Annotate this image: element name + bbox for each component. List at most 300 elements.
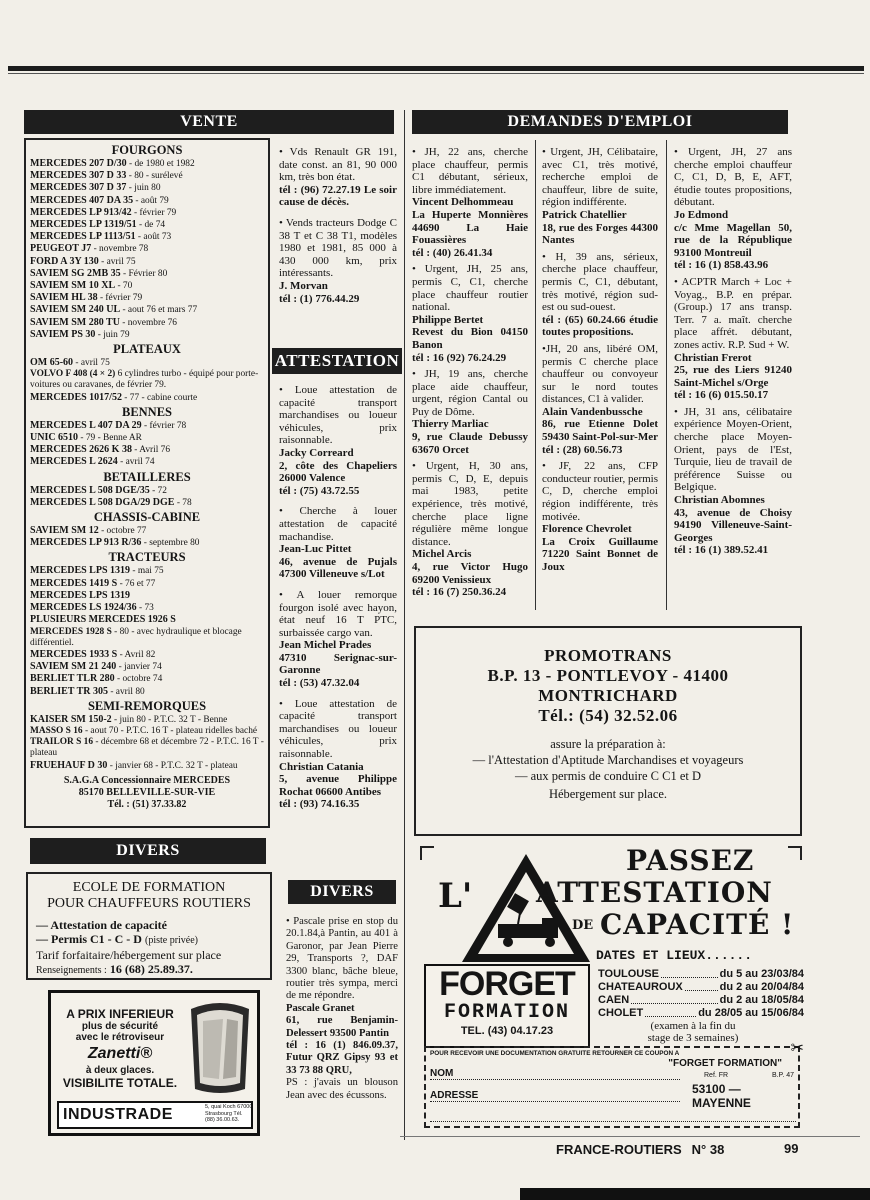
- footer-issue: N° 38: [691, 1142, 725, 1157]
- vente-item-model: MERCEDES L 508 DGE/35: [30, 484, 150, 496]
- vente-header: VENTE: [24, 110, 394, 134]
- ad-address: 46, avenue de Pujals 47300 Villeneuve s/Lot: [279, 555, 397, 581]
- ad-name: Jean-Luc Pittet: [279, 543, 352, 556]
- ecole-ad: [26, 872, 272, 980]
- ad-text: • Pascale prise en stop du 20.1.84,à Pantin, au 401 à Garonor, par Jean Pierre 29, Transports ?, DAF 3300 blanc, bâche bleue, routier très sympa, merci de me répondre.: [286, 916, 398, 1002]
- promotrans-ad: [414, 626, 802, 836]
- vente-item: [30, 292, 264, 304]
- coupon-ref: Ref. FR: [704, 1072, 729, 1079]
- forget-logo-tel: TEL. (43) 04.17.23: [460, 1025, 554, 1037]
- forget-date-city: CAEN: [598, 994, 630, 1006]
- vente-item: [30, 537, 264, 549]
- demandes-col3: [674, 146, 792, 561]
- vente-item-model: MERCEDES 1017/52: [30, 391, 122, 403]
- leader-dots: [685, 981, 718, 991]
- vente-item: [30, 602, 264, 614]
- forget-attestation: ATTESTATION: [536, 876, 773, 909]
- vente-item-model: OM 65-60: [30, 357, 74, 369]
- demande-ad: [542, 251, 658, 339]
- vente-item-details: 6 cylindres turbo - équipé pour porte-voitures ou caravanes, de février 79.: [30, 369, 259, 391]
- scissors-icon: ✂: [790, 1040, 804, 1057]
- vente-item-model: MERCEDES 307 D 33: [30, 170, 127, 182]
- top-rule-thin: [8, 73, 864, 74]
- vente-section-title: SEMI-REMORQUES: [87, 698, 207, 713]
- ad-dodge: [279, 217, 397, 305]
- vente-item: [30, 280, 264, 292]
- divers-right-ad: [286, 916, 398, 1102]
- vente-item: [30, 661, 264, 673]
- vente-item: [30, 673, 264, 685]
- ecole-item: — Attestation de capacité: [36, 918, 167, 932]
- vente-item-model: MERCEDES LP 1319/51: [30, 219, 137, 231]
- vente-item-details: - 70: [117, 281, 133, 292]
- leader-dots: [631, 994, 717, 1004]
- ad-address: 2, côte des Chapeliers 26000 Valence: [279, 459, 397, 485]
- ad-text: • Urgent, JH, 25 ans, permis C, C1, cherche place chauffeur routier national.: [412, 263, 528, 314]
- ad-name: Alain Vandenbussche: [542, 405, 643, 418]
- ad-address: 4, rue Victor Hugo 69200 Venissieux: [412, 561, 528, 586]
- divers-right-header: DIVERS: [288, 880, 396, 904]
- ad-address: 5, avenue Philippe Rochat 06600 Antibes: [279, 773, 397, 798]
- vente-item: [30, 317, 264, 329]
- vente-item-details: - août 73: [137, 232, 172, 243]
- vente-item-details: - 73: [139, 603, 154, 614]
- coupon-instruction: POUR RECEVOIR UNE DOCUMENTATION GRATUITE RETOURNER CE COUPON A: [430, 1050, 680, 1057]
- promotrans-address: B.P. 13 - PONTLEVOY - 41400: [487, 666, 729, 685]
- promotrans-intro: assure la préparation à:: [550, 737, 666, 751]
- demande-ad: [412, 146, 528, 259]
- vente-item-details: - janvier 74: [118, 662, 162, 673]
- ad-name: Christian Frerot: [674, 351, 752, 364]
- vente-item-model: MERCEDES 307 D 37: [30, 182, 127, 194]
- ad-address: 25, rue des Liers 91240 Saint-Michel s/Orge: [674, 364, 792, 389]
- zanetti-headline: A PRIX INFERIEUR: [66, 1007, 174, 1021]
- vente-item: [30, 444, 264, 456]
- vente-item: [30, 268, 264, 280]
- forget-date-range: du 5 au 23/03/84: [719, 968, 804, 980]
- vente-item: [30, 231, 264, 243]
- vente-item-details: - novembre 76: [122, 317, 177, 328]
- vente-dealer: [30, 775, 264, 811]
- vente-item: [30, 497, 264, 509]
- vente-item: [30, 207, 264, 219]
- vente-item: [30, 182, 264, 194]
- vente-item-model: MERCEDES LP 913 R/36: [30, 537, 142, 549]
- vente-item-details: - avril 75: [75, 358, 110, 369]
- vente-item: [30, 420, 264, 432]
- forget-date-city: CHATEAUROUX: [598, 981, 683, 993]
- coupon-bp: B.P. 47: [771, 1072, 794, 1079]
- column-rule: [666, 140, 667, 610]
- ecole-title: ECOLE DE FORMATION: [72, 880, 226, 895]
- dealer-tel: Tél. : (51) 37.33.82: [107, 798, 187, 810]
- forget-passez: PASSEZ: [626, 844, 755, 877]
- ad-text: • Loue attestation de capacité transport marchandises ou loueur véhicules, prix raisonnable.: [279, 384, 397, 447]
- vente-item-model: MERCEDES LP 1113/51: [30, 231, 136, 243]
- ad-name: J. Morvan: [279, 279, 328, 292]
- divers-left-header: DIVERS: [30, 838, 266, 864]
- promotrans-item: — l'Attestation d'Aptitude Marchandises et voyageurs: [472, 753, 744, 767]
- vente-item-model: MERCEDES 1933 S: [30, 648, 118, 660]
- ad-address: La Huperte Monnières 44690 La Haie Fouassières: [412, 208, 528, 247]
- vente-item: [30, 195, 264, 207]
- ad-text: • A louer remorque fourgon isolé avec hayon, état neuf 16 T PTC, surbaissée cargo van.: [279, 588, 397, 639]
- vente-item-model: MERCEDES LPS 1319: [30, 589, 131, 601]
- vente-item: [30, 456, 264, 468]
- vente-item-model: MERCEDES LPS 1319: [30, 565, 131, 577]
- ad-tel: tél : (96) 72.27.19 Le soir cause de décès.: [279, 183, 397, 209]
- forget-exam-note: [608, 1020, 778, 1044]
- vente-item-model: MASSO S 16: [30, 725, 83, 736]
- vente-item-model: MERCEDES L 508 DGA/29 DGE: [30, 496, 175, 508]
- demande-ad: [542, 146, 658, 247]
- dealer-city: 85170 BELLEVILLE-SUR-VIE: [78, 786, 216, 798]
- dealer-name: S.A.G.A Concessionnaire MERCEDES: [63, 774, 231, 786]
- column-rule: [404, 110, 405, 1140]
- vente-item: [30, 627, 264, 649]
- ad-tel: tél : (65) 60.24.66 étudie toutes propositions.: [542, 313, 658, 339]
- vente-item-details: - Avril 82: [119, 649, 156, 660]
- vente-item-details: - 80 - surélevé: [128, 171, 183, 182]
- vente-item-model: SAVIEM PS 30: [30, 328, 96, 340]
- forget-logo-word: FORGET: [439, 965, 575, 1003]
- vente-item-details: - août 79: [135, 195, 169, 206]
- ad-address: 61, rue Benjamin-Delessert 93500 Pantin: [286, 1015, 398, 1039]
- corner-mark: [420, 846, 434, 860]
- vente-item-details: - septembre 80: [143, 538, 200, 549]
- ecole-item: Tarif forfaitaire/hébergement sur place: [36, 948, 222, 962]
- vente-item-details: - 78: [176, 497, 192, 508]
- vente-item: [30, 525, 264, 537]
- ad-name: Christian Abomnes: [674, 494, 765, 507]
- vente-item-details: - juin 80 - P.T.C. 32 T - Benne: [114, 714, 228, 725]
- coupon-adresse-row: [430, 1090, 680, 1102]
- ad-text: • Vends tracteurs Dodge C 38 T et C 38 T1, modèles 1980 et 1981, 85 000 à 430 000 km, prix intéressants.: [279, 216, 397, 280]
- promotrans-tel: Tél.: (54) 32.52.06: [538, 706, 678, 725]
- ad-ps: PS : j'avais un blouson Jean avec des écussons.: [286, 1077, 398, 1101]
- vente-item-model: PEUGEOT J7: [30, 243, 92, 255]
- vente-item: [30, 256, 264, 268]
- vente-item-details: - février 79: [134, 207, 177, 218]
- promotrans-name: PROMOTRANS: [544, 646, 672, 665]
- forget-coupon: [424, 1040, 804, 1128]
- ad-tel: tél : (93) 74.16.35: [279, 798, 360, 811]
- ad-address: 47310 Serignac-sur-Garonne: [279, 651, 397, 677]
- vente-item: [30, 219, 264, 231]
- vente-item-details: - de 74: [139, 220, 166, 231]
- vente-item: [30, 590, 264, 602]
- forget-date-range: du 2 au 20/04/84: [719, 981, 804, 993]
- ad-name: Florence Chevrolet: [542, 523, 632, 536]
- vente-item-details: - juin 79: [97, 329, 130, 340]
- vente-item-model: MERCEDES 1419 S: [30, 577, 118, 589]
- ad-name: Patrick Chatellier: [542, 208, 627, 221]
- vente-item-model: MERCEDES 1928 S: [30, 626, 112, 637]
- demandes-col1: [412, 146, 528, 603]
- corner-mark: [788, 846, 802, 860]
- vente-item-details: - aout 70 - P.T.C. 16 T - plateau ridelles baché: [84, 725, 258, 736]
- ad-text: • JH, 19 ans, cherche place aide chauffeur, urgent, région Cantal ou Puy de Dôme.: [412, 368, 528, 418]
- industrade-logo: INDUSTRADE: [63, 1106, 173, 1123]
- vente-item-details: - Février 80: [123, 268, 168, 279]
- forget-date-city: TOULOUSE: [598, 968, 659, 980]
- vente-item: [30, 760, 264, 772]
- vente-col2: [279, 146, 397, 309]
- ad-text: • H, 39 ans, sérieux, cherche place chauffeur, permis C, C1, débutant, très motivé, région sud-est ou sud-ouest.: [542, 250, 658, 314]
- vente-item-details: - 80 - avec hydraulique et blocage différentiel.: [30, 626, 242, 648]
- demande-ad: [412, 368, 528, 456]
- vente-item-details: - mai 75: [132, 566, 164, 577]
- footer: [556, 1141, 856, 1159]
- demande-ad: [674, 146, 792, 272]
- vente-item: [30, 432, 264, 444]
- forget-logo: [424, 964, 590, 1048]
- coupon-nom-label: NOM: [430, 1068, 454, 1079]
- vente-item-model: BERLIET TR 305: [30, 685, 108, 697]
- demande-ad: [674, 406, 792, 557]
- vente-item-model: MERCEDES 2626 K 38: [30, 444, 132, 456]
- zanetti-ad: A PRIX INFERIEUR plus de sécurité avec le rétroviseur Zanetti® à deux glaces. VISIBILITE TOTALE. INDUSTRADE 5, quai Koch 67000 Strasbourg Tél. (88) 36.00.63.: [48, 990, 260, 1136]
- forget-date-row: [598, 981, 804, 994]
- vente-item-details: - février 79: [99, 293, 143, 304]
- ecole-info-tel: 16 (68) 25.89.37.: [109, 962, 193, 976]
- zanetti-line: à deux glaces.: [85, 1065, 155, 1076]
- coupon-company: "FORGET FORMATION": [668, 1058, 782, 1069]
- ad-name: Philippe Bertet: [412, 313, 484, 326]
- forget-l: L': [438, 876, 473, 916]
- ad-text: • Urgent, H, 30 ans, permis C, D, E, depuis mai 1983, petite expérience, très motivé, cherche place ligne régulière même longue distance.: [412, 460, 528, 548]
- zanetti-line: avec le rétroviseur: [75, 1032, 165, 1043]
- vente-item-model: SAVIEM HL 38: [30, 292, 98, 304]
- forget-dates-list: [598, 968, 804, 1020]
- attestation-header: ATTESTATION: [272, 348, 402, 374]
- vente-item-model: SAVIEM SG 2MB 35: [30, 267, 121, 279]
- vente-item-details: - avril 75: [101, 256, 136, 267]
- vente-section-title: BETAILLERES: [103, 469, 191, 484]
- vente-item-model: SAVIEM SM 240 UL: [30, 304, 121, 316]
- vente-item: [30, 369, 264, 391]
- ad-tel: tél : 16 (6) 015.50.17: [674, 389, 769, 402]
- vente-section-title: TRACTEURS: [108, 550, 186, 565]
- vente-section-title: CHASSIS-CABINE: [93, 510, 201, 525]
- forget-date-city: CHOLET: [598, 1007, 644, 1019]
- ad-name: Vincent Delhommeau: [412, 196, 514, 209]
- ad-text: • ACPTR March + Loc + Voyag., B.P. en prépar. (Group.) 17 ans transp. Terr. 7 a. maît. cherche place affrét. débutant, zones activ. R.P. Sud + W.: [674, 275, 792, 351]
- attestation-ad-2: [279, 505, 397, 581]
- vente-item: [30, 614, 264, 626]
- ad-text: •JH, 20 ans, libéré OM, permis C cherche place chauffeur ou convoyeur sur le nord toutes distances, C1 à valider.: [542, 342, 658, 406]
- vente-section-title: FOURGONS: [111, 143, 183, 157]
- ad-renault: [279, 146, 397, 209]
- ad-address: 9, rue Claude Debussy 63670 Orcet: [412, 431, 528, 456]
- vente-item-model: MERCEDES 207 D/30: [30, 158, 127, 169]
- ad-name: Michel Arcis: [412, 548, 472, 561]
- leader-dots: [645, 1007, 696, 1017]
- vente-item-details: - avril 74: [120, 457, 155, 468]
- vente-item-details: - 72: [152, 485, 167, 496]
- vente-item: [30, 565, 264, 577]
- vente-item-details: - octobre 74: [117, 674, 163, 685]
- vente-item-details: - janvier 68 - P.T.C. 32 T - plateau: [109, 760, 238, 771]
- ad-tel: tél : 16 (1) 389.52.41: [674, 544, 769, 557]
- vente-item-model: MERCEDES L 2624: [30, 456, 118, 468]
- ecole-info-label: Renseignements :: [36, 965, 107, 976]
- demande-ad: [542, 343, 658, 456]
- ecole-subtitle: POUR CHAUFFEURS ROUTIERS: [47, 896, 251, 911]
- top-rule: [8, 66, 864, 71]
- forget-date-row: [598, 1007, 804, 1020]
- ad-address: La Croix Guillaume 71220 Saint Bonnet de Joux: [542, 535, 658, 573]
- ad-name: Thierry Marliac: [412, 418, 489, 431]
- vente-item-details: - novembre 78: [93, 244, 149, 255]
- forget-date-range: du 2 au 18/05/84: [719, 994, 804, 1006]
- footer-magazine: FRANCE-ROUTIERS: [556, 1142, 682, 1157]
- ad-text: • JH, 31 ans, célibataire expérience Moyen-Orient, cherche place Moyen-Orient, pays de l'Est, Turquie, lieu de travail de préférence Suisse ou Belgique.: [674, 405, 792, 494]
- ecole-item: — Permis C1 - C - D: [36, 932, 142, 946]
- vente-item-details: - 79 - Benne AR: [80, 433, 142, 444]
- footer-rule: [400, 1136, 860, 1137]
- ad-tel: tél : 16 (7) 250.36.24: [412, 586, 507, 599]
- forget-ad: [418, 840, 804, 1132]
- demande-ad: [412, 460, 528, 599]
- vente-item: [30, 170, 264, 182]
- ad-text: • Urgent, JH, Célibataire, avec C1, très motivé, recherche emploi de chauffeur, libre de suite, région indifférente.: [542, 146, 658, 209]
- demandes-header: DEMANDES D'EMPLOI: [412, 110, 788, 134]
- vente-item-model: UNIC 6510: [30, 432, 79, 444]
- ad-tel: tél : (40) 26.41.34: [412, 246, 493, 259]
- ad-address: c/c Mme Magellan 50, rue de la République 93100 Montreuil: [674, 221, 792, 259]
- vente-item-model: SAVIEM SM 21 240: [30, 661, 117, 673]
- vente-item-model: TRAILOR S 16: [30, 737, 94, 748]
- forget-exam-line: (examen à la fin du: [650, 1020, 736, 1032]
- vente-item-details: - février 78: [144, 420, 187, 431]
- industrade-address: 5, quai Koch 67000 Strasbourg Tél. (88) 36.00.63.: [205, 1104, 253, 1123]
- vente-item: [30, 686, 264, 698]
- vente-item-model: PLUSIEURS MERCEDES 1926 S: [30, 614, 176, 626]
- ad-address: Revest du Bion 04150 Banon: [412, 326, 528, 351]
- forget-de: DE: [572, 918, 594, 933]
- vente-item-details: - Avril 76: [134, 445, 171, 456]
- vente-item-details: - 77 - cabine courte: [124, 392, 198, 403]
- vente-item-model: KAISER SM 150-2: [30, 713, 112, 725]
- vente-item-model: BERLIET TLR 280: [30, 673, 115, 685]
- vente-item: [30, 158, 264, 170]
- vente-section-title: BENNES: [121, 404, 173, 419]
- forget-logo-sub: FORMATION: [443, 1001, 571, 1024]
- ad-tel: tél : (53) 47.32.04: [279, 677, 360, 690]
- vente-item-model: MERCEDES L 407 DA 29: [30, 419, 142, 431]
- zanetti-brand: Zanetti: [87, 1045, 141, 1062]
- vente-item-details: - aout 76 et mars 77: [122, 305, 198, 316]
- vente-item: [30, 243, 264, 255]
- attestation-ad-3: [279, 589, 397, 690]
- vente-item-model: SAVIEM SM 12: [30, 525, 99, 537]
- demande-ad: [542, 460, 658, 573]
- vente-item: [30, 329, 264, 341]
- ad-address: 43, avenue de Choisy 94190 Villeneuve-Saint-Georges: [674, 506, 792, 544]
- ecole-item-note: (piste privée): [144, 935, 199, 946]
- bottom-dark-bar: [520, 1188, 870, 1200]
- ad-address: 18, rue des Forges 44300 Nantes: [542, 221, 658, 247]
- vente-item: [30, 726, 264, 737]
- ad-tel: tél : (1) 776.44.29: [279, 292, 360, 305]
- ad-text: • JH, 22 ans, cherche place chauffeur, permis C1 débutant, sérieux, libre immédiatement.: [412, 146, 528, 196]
- vente-item-details: - octobre 77: [101, 526, 147, 537]
- vente-item-details: - 76 et 77: [119, 578, 156, 589]
- promotrans-city: MONTRICHARD: [538, 686, 678, 705]
- ad-name: Pascale Granet: [286, 1002, 355, 1014]
- promotrans-item: — aux permis de conduire C C1 et D: [514, 769, 702, 783]
- ad-text: • JF, 22 ans, CFP conducteur routier, permis C, D, cherche emploi région indifférente, très motivée.: [542, 460, 658, 523]
- vente-item: [30, 357, 264, 369]
- forget-capacite: CAPACITÉ !: [600, 908, 795, 941]
- vente-item: [30, 578, 264, 590]
- ad-name: Jacky Correard: [279, 446, 354, 459]
- vente-item: [30, 392, 264, 404]
- zanetti-line: plus de sécurité: [81, 1021, 159, 1032]
- attestation-ad-1: [279, 384, 397, 497]
- vente-item-details: - avril 80: [110, 686, 145, 697]
- ad-tel: tél : 16 (92) 76.24.29: [412, 351, 507, 364]
- ad-tel: tél : (28) 60.56.73: [542, 443, 623, 456]
- coupon-adresse-label: ADRESSE: [430, 1090, 479, 1101]
- ad-text: • Loue attestation de capacité transport marchandises ou loueur véhicules, prix raisonnable.: [279, 697, 397, 761]
- forget-dates-title: DATES ET LIEUX......: [596, 948, 753, 963]
- ad-tel: tél : (75) 43.72.55: [279, 484, 360, 497]
- vente-sections: [30, 143, 264, 772]
- ad-name: Jo Edmond: [674, 208, 729, 221]
- leader-dots: [661, 968, 718, 978]
- demande-ad: [674, 276, 792, 402]
- vente-item: [30, 649, 264, 661]
- ad-address: 86, rue Etienne Dolet 59430 Saint-Pol-sur-Mer: [542, 418, 658, 444]
- mirror-icon: [183, 999, 257, 1099]
- ad-name: Christian Catania: [279, 760, 364, 773]
- vente-item-model: MERCEDES LP 913/42: [30, 206, 132, 218]
- ad-name: Jean Michel Prades: [279, 639, 372, 652]
- vente-item-model: MERCEDES LS 1924/36: [30, 602, 137, 614]
- vente-item-model: FRUEHAUF D 30: [30, 759, 108, 771]
- vente-item-model: FORD A 3Y 130: [30, 255, 99, 267]
- demandes-col2: [542, 146, 658, 578]
- vente-item: [30, 737, 264, 759]
- vente-item-model: SAVIEM SM 10 XL: [30, 280, 116, 292]
- ad-tel: tél : 16 (1) 858.43.96: [674, 259, 769, 272]
- demande-ad: [412, 263, 528, 364]
- coupon-extra-row: [430, 1112, 796, 1122]
- column-rule: [535, 140, 536, 610]
- vente-box: [24, 138, 270, 828]
- ad-text: • Vds Renault GR 191, date const. an 81, 90 000 km, très bon état.: [279, 146, 397, 184]
- attestation-col: [279, 384, 397, 815]
- vente-section-title: PLATEAUX: [113, 342, 181, 357]
- page-number: 99: [784, 1141, 799, 1156]
- vente-item-details: - décembre 68 et décembre 72 - P.T.C. 16 T - plateau: [30, 737, 264, 759]
- ad-tel: tél : 16 (1) 846.09.37, Futur QRZ Gipsy 93 et 33 73 88 QRU,: [286, 1040, 398, 1076]
- coupon-postal: 53100 — MAYENNE: [692, 1082, 751, 1110]
- promotrans-lodging: Hébergement sur place.: [548, 787, 668, 801]
- forget-date-range: du 28/05 au 15/06/84: [698, 1007, 804, 1019]
- vente-item: [30, 485, 264, 497]
- attestation-ad-4: [279, 698, 397, 811]
- vente-item-details: - de 1980 et 1982: [129, 159, 195, 169]
- forget-date-row: [598, 968, 804, 981]
- forget-date-row: [598, 994, 804, 1007]
- vente-item: [30, 304, 264, 316]
- vente-item: [30, 714, 264, 726]
- vente-item-model: SAVIEM SM 280 TU: [30, 316, 120, 328]
- zanetti-tagline: VISIBILITE TOTALE.: [62, 1076, 178, 1090]
